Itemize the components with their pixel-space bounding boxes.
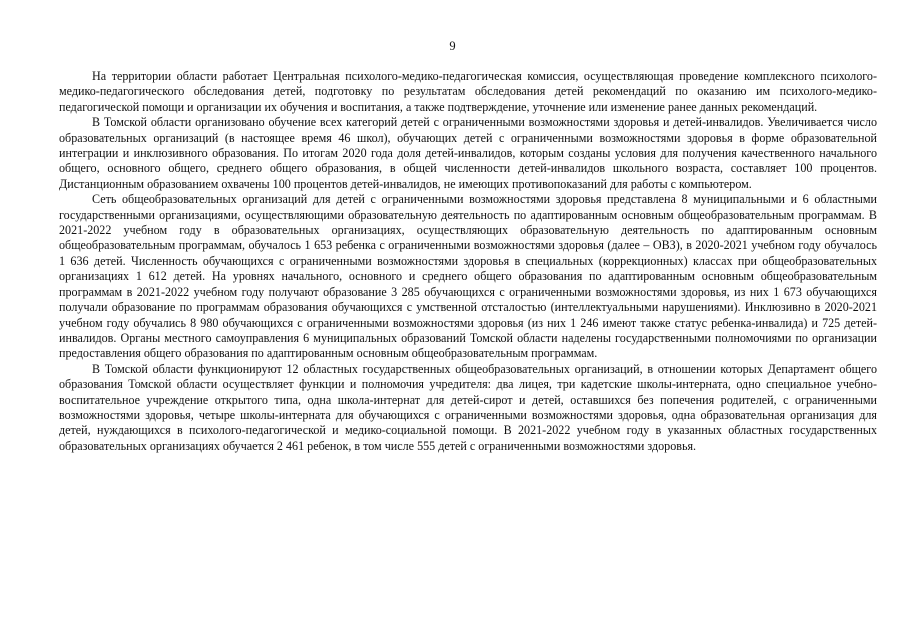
page-number: 9 — [449, 39, 456, 53]
paragraph-ppmk-commission: На территории области работает Центральная психолого-медико-педагогическая комиссия, осуществляющая проведение комплексного психолого-медико-педагогического обследования детей, подготовку по результатам обследования детей рекомендаций по оказанию им психолого-медико-педагогической помощи и организации их обучения и воспитания, а также подтверждение, уточнение или изменение ранее данных рекомендаций. — [59, 69, 877, 114]
paragraph-school-network: Сеть общеобразовательных организаций для детей с ограниченными возможностями здоровья представлена 8 муниципальными и 6 областными государственными организациями, осуществляющими образовательную деятельность по адаптированным основным общеобразовательным программам. В 2021-2022 учебном году в образовательных организациях, осуществляющих образовательную деятельность по адаптированным основным общеобразовательным программам, обучалось 1 653 ребенка с ограниченными возможностями здоровья (далее – ОВЗ), в 2020-2021 учебном году обучалось 1 636 детей. Численность обучающихся с ограниченными возможностями здоровья в специальных (коррекционных) классах при общеобразовательных организациях 1 612 детей. На уровнях начального, основного и среднего общего образования по адаптированным основным общеобразовательным программам в 2021-2022 учебном году получают образование 3 285 обучающихся с ограниченными возможностями здоровья, из них 1 673 обучающихся получали образование по программам образования обучающихся с умственной отсталостью (интеллектуальными нарушениями). Инклюзивно в 2020-2021 учебном году обучались 8 980 обучающихся с ограниченными возможностями здоровья (из них 1 246 имеют также статус ребенка-инвалида) и 725 детей-инвалидов. Органы местного самоуправления 6 муниципальных образований Томской области наделены государственными полномочиями по организации предоставления общего образования по адаптированным основным общеобразовательным программам. — [59, 192, 877, 361]
paragraph-regional-organizations: В Томской области функционируют 12 областных государственных общеобразовательных организаций, в отношении которых Департамент общего образования Томской области осуществляет функции и полномочия учредителя: два лицея, три кадетские школы-интерната, одно специальное учебно-воспитательное учреждение открытого типа, одна школа-интернат для детей-сирот и детей, оставшихся без попечения родителей, с ограниченными возможностями здоровья, четыре школы-интерната для обучающихся с ограниченными возможностями здоровья, одна образовательная организация для детей, нуждающихся в психолого-педагогической и медико-социальной помощи. В 2021-2022 учебном году в указанных областных государственных образовательных организациях обучается 2 461 ребенок, в том числе 555 детей с ограниченными возможностями здоровья. — [59, 361, 877, 453]
document-body — [59, 69, 877, 454]
paragraph-inclusive-education: В Томской области организовано обучение всех категорий детей с ограниченными возможностями здоровья и детей-инвалидов. Увеличивается число образовательных организаций (в настоящее время 46 школ), обучающих детей с ограниченными возможностями здоровья в форме образовательной интеграции и инклюзивного образования. По итогам 2020 года доля детей-инвалидов, которым созданы условия для получения качественного начального общего, основного общего, среднего общего образования, в общей численности детей-инвалидов школьного возраста, составляет 100 процентов. Дистанционным образованием охвачены 100 процентов детей-инвалидов, не имеющих противопоказаний для работы с компьютером. — [59, 115, 877, 191]
